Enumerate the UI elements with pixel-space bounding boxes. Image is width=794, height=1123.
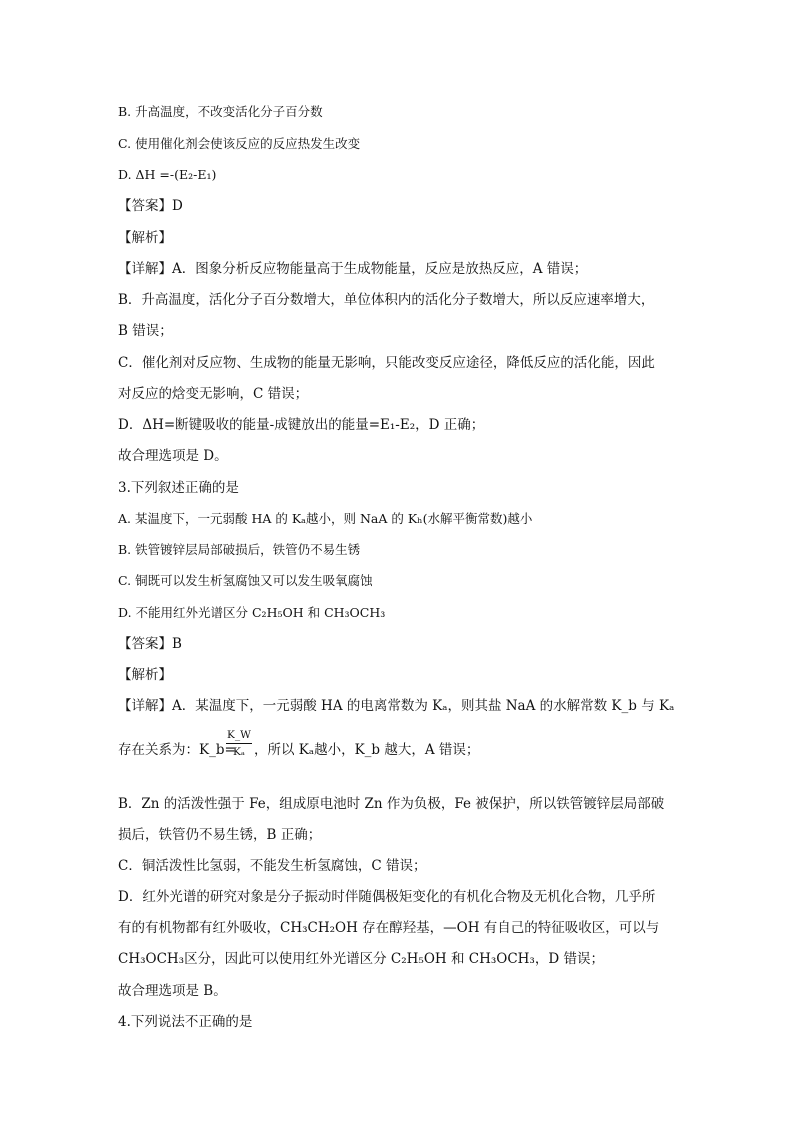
option-d: D. ΔH =-(E₂-E₁) <box>118 167 217 182</box>
option-b: B. 升高温度，不改变活化分子百分数 <box>118 104 323 119</box>
conclusion-line: 故合理选项是 D。 <box>118 448 228 464</box>
explanation-line: 【详解】A．图象分析反应物能量高于生成物能量，反应是放热反应，A 错误； <box>118 261 588 277</box>
explanation-line: CH₃OCH₃区分，因此可以使用红外光谱区分 C₂H₅OH 和 CH₃OCH₃，D 错误； <box>118 951 604 967</box>
explanation-line: 【详解】A．某温度下，一元弱酸 HA 的电离常数为 Kₐ，则其盐 NaA 的水解常数 K_b 与 Kₐ <box>118 698 675 714</box>
explanation-line: B．Zn 的活泼性强于 Fe，组成原电池时 Zn 作为负极，Fe 被保护，所以铁管镀锌层局部破 <box>118 796 665 812</box>
option-b: B. 铁管镀锌层局部破损后，铁管仍不易生锈 <box>118 542 361 557</box>
analysis-label: 【解析】 <box>118 230 172 246</box>
answer-label: 【答案】D <box>118 198 183 214</box>
explanation-line: 有的有机物都有红外吸收，CH₃CH₂OH 存在醇羟基，—OH 有自己的特征吸收区，可以与 <box>118 920 660 936</box>
fraction-kw-over-ka <box>226 729 252 761</box>
fraction-numerator: K_W <box>227 729 251 741</box>
formula-line-start: 存在关系为：K_b= <box>118 742 236 758</box>
explanation-line: B．升高温度，活化分子百分数增大，单位体积内的活化分子数增大，所以反应速率增大， <box>118 292 655 308</box>
explanation-line: 对反应的焓变无影响，C 错误； <box>118 386 309 402</box>
explanation-line: D．ΔH=断键吸收的能量-成键放出的能量=E₁-E₂，D 正确； <box>118 417 485 433</box>
option-c: C. 铜既可以发生析氢腐蚀又可以发生吸氧腐蚀 <box>118 573 373 588</box>
formula-line-end: ，所以 Kₐ越小，K_b 越大，A 错误； <box>254 742 480 758</box>
option-a: A. 某温度下，一元弱酸 HA 的 Kₐ越小，则 NaA 的 Kₕ(水解平衡常数)越小 <box>118 511 533 526</box>
question-title: 3.下列叙述正确的是 <box>118 480 239 496</box>
explanation-line: 损后，铁管仍不易生锈，B 正确； <box>118 827 322 843</box>
question-title: 4.下列说法不正确的是 <box>118 1014 253 1030</box>
explanation-line: B 错误； <box>118 323 173 339</box>
fraction-bar <box>226 743 252 744</box>
analysis-label: 【解析】 <box>118 667 172 683</box>
conclusion-line: 故合理选项是 B。 <box>118 983 227 999</box>
explanation-line: D．红外光谱的研究对象是分子振动时伴随偶极矩变化的有机化合物及无机化合物，几乎所 <box>118 889 656 905</box>
answer-label: 【答案】B <box>118 636 182 652</box>
fraction-denominator: Kₐ <box>233 746 245 758</box>
option-d: D. 不能用红外光谱区分 C₂H₅OH 和 CH₃OCH₃ <box>118 605 386 620</box>
option-c: C. 使用催化剂会使该反应的反应热发生改变 <box>118 136 361 151</box>
explanation-line: C．催化剂对反应物、生成物的能量无影响，只能改变反应途径，降低反应的活化能，因此 <box>118 355 655 371</box>
explanation-line: C．铜活泼性比氢弱，不能发生析氢腐蚀，C 错误； <box>118 858 427 874</box>
